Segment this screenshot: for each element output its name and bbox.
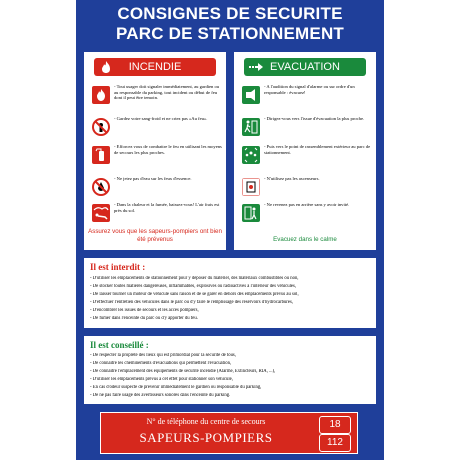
incendie-heading-label: INCENDIE bbox=[128, 61, 182, 73]
arrow-right-icon bbox=[248, 60, 264, 74]
conseille-line: - De connaître les cheminements d'évacuations qui permettent l'évacuation, bbox=[90, 361, 232, 366]
evacuation-item bbox=[242, 202, 372, 232]
evacuation-item bbox=[242, 84, 372, 114]
conseille-line: - De connaître l'emplacement des équipements de sécurité incendie (Alarme, Extincteurs, RIA, ...), bbox=[90, 369, 276, 374]
extinguisher-icon bbox=[92, 146, 110, 164]
conseille-line: - De ne pas faire usage des avertisseurs sonores dans l'enceinte du parking. bbox=[90, 393, 231, 398]
no-return-icon bbox=[242, 204, 260, 222]
incendie-heading bbox=[94, 58, 216, 76]
interdit-title: Il est interdit : bbox=[90, 262, 146, 272]
emergency-number-112: 112 bbox=[319, 434, 351, 452]
no-panic-icon bbox=[92, 118, 110, 136]
interdit-panel bbox=[84, 258, 376, 328]
emergency-number-box bbox=[100, 412, 358, 454]
interdit-line: - D'encombrer les issues de secours et les accès pompiers, bbox=[90, 308, 199, 313]
evacuation-item-text: - Dirigez-vous vers l'issue d'évacuation la plus proche. bbox=[264, 116, 365, 121]
conseille-line: - En cas d'odeur suspecte de prévenir immédiatement le gardien ou responsable du parking, bbox=[90, 385, 262, 390]
incendie-panel bbox=[84, 52, 226, 250]
assembly-point-icon bbox=[242, 146, 260, 164]
flame-icon bbox=[98, 60, 114, 74]
crawl-smoke-icon bbox=[92, 204, 110, 222]
incendie-item bbox=[92, 116, 222, 146]
evacuation-item-text: - Ne revenez pas en arrière sans y avoir invité. bbox=[264, 202, 350, 207]
conseille-line: - De respecter la propreté des lieux qui est primordial pour la sécurité de tous, bbox=[90, 353, 236, 358]
fire-hand-icon bbox=[92, 86, 110, 104]
evacuation-item-text: - N'utilisez pas les ascenseurs. bbox=[264, 176, 320, 181]
incendie-item bbox=[92, 144, 222, 174]
evacuation-panel bbox=[234, 52, 376, 250]
incendie-item-text: - Tout usager doit signaler immédiatement, au gardien ou au responsable du parking, tout incident ou début de feu dont il peut être temoin. bbox=[114, 84, 220, 101]
incendie-footer: Assurez vous que les sapeurs-pompiers ont bien été prévenus bbox=[88, 228, 222, 243]
evacuation-heading bbox=[244, 58, 366, 76]
evacuation-item-text: - A l'audition du signal d'alarme ou sur ordre d'un responsable : évacuez! bbox=[264, 84, 355, 95]
alarm-icon bbox=[242, 86, 260, 104]
title-line-1: CONSIGNES DE SECURITE bbox=[117, 4, 343, 23]
emergency-caption: N° de téléphone du centre de secours bbox=[146, 417, 266, 426]
incendie-item-text: - Dans la chaleur et la fumée, baissez-vous! L'air frais est près du sol. bbox=[114, 202, 220, 213]
interdit-line: - D'effectuer l'entretien des véhicules dans le parc ou d'y faire le remplissage des réservoirs d'hydrocarbures, bbox=[90, 300, 293, 305]
conseille-line: - D'utiliser les emplacements prévus à cet effet pour stationner son véhicule, bbox=[90, 377, 233, 382]
emergency-number-18: 18 bbox=[319, 416, 351, 434]
evacuation-item bbox=[242, 116, 372, 146]
incendie-item-text: - Efforcez vous de combattre le feu en utilisant les moyens de secours les plus proches. bbox=[114, 144, 222, 155]
evacuation-item bbox=[242, 144, 372, 174]
interdit-line: - De stocker toutes matières dangereuses, inflammables, explosives ou radioactives à l'intérieur des véhicules, bbox=[90, 284, 296, 289]
evacuation-footer: Evacuez dans le calme bbox=[273, 236, 337, 243]
title-line-2: PARC DE STATIONNEMENT bbox=[115, 24, 345, 43]
interdit-line: - De laisser tourner un moteur de véhicule sans raison et de se garer en dehors des emplacements prévus au sol, bbox=[90, 292, 299, 297]
exit-door-icon bbox=[242, 118, 260, 136]
evacuation-item-text: - Puis vers le point de rassemblement extérieur au parc de stationnement. bbox=[264, 144, 371, 155]
sign-title bbox=[76, 4, 384, 44]
conseille-title: Il est conseillé : bbox=[90, 340, 149, 350]
incendie-item bbox=[92, 84, 222, 114]
interdit-line: - De fumer dans l'enceinte du parc ou d'y apporter du feu. bbox=[90, 316, 198, 321]
interdit-line: - D'utiliser les emplacements de stationnement pour y déposer du matériel, des matériaux combustibles ou non, bbox=[90, 276, 299, 281]
no-water-icon bbox=[92, 178, 110, 196]
evacuation-heading-label: EVACUATION bbox=[270, 61, 340, 73]
incendie-item-text: - Gardez votre sang-froid et ne criez pas «Au feu». bbox=[114, 116, 208, 121]
incendie-item-text: - Ne jetez pas d'eau sur les feux d'essence. bbox=[114, 176, 192, 181]
conseille-panel bbox=[84, 336, 376, 404]
emergency-service-name: SAPEURS-POMPIERS bbox=[139, 430, 273, 445]
no-elevator-icon bbox=[242, 178, 260, 196]
safety-sign bbox=[76, 0, 384, 460]
